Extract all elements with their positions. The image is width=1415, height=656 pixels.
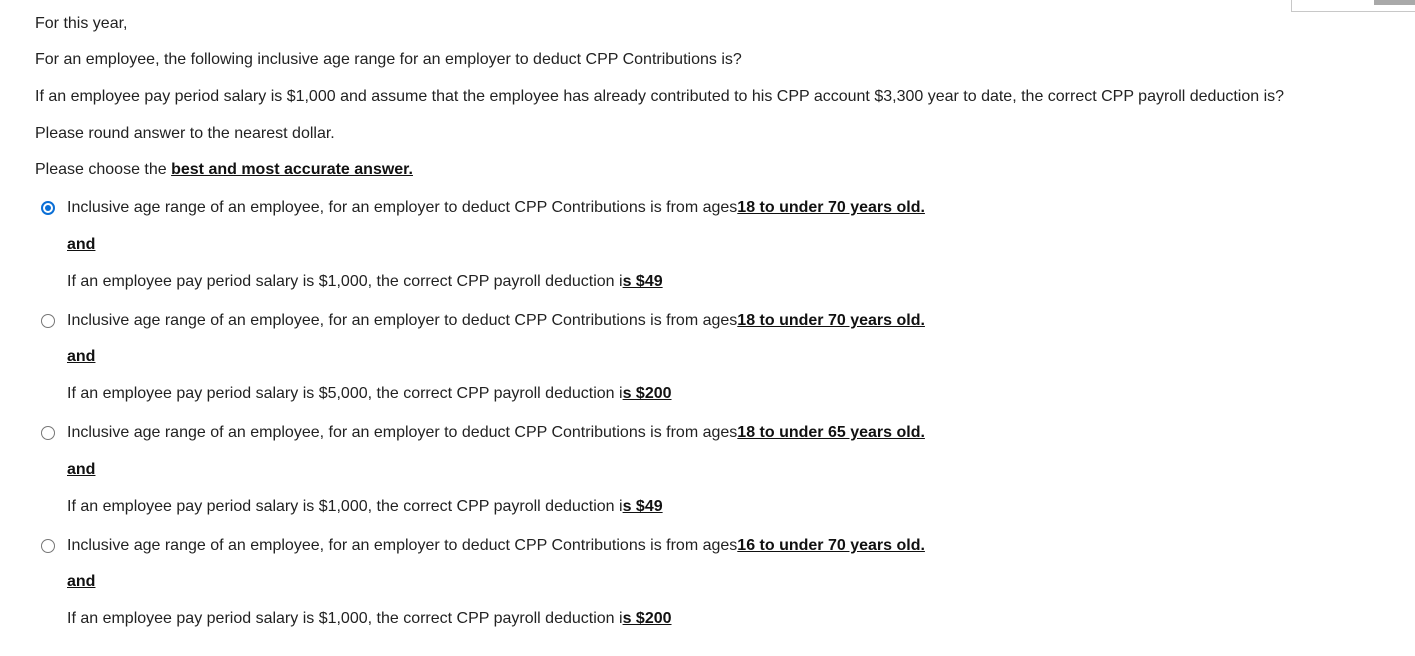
option-3-salary-text: If an employee pay period salary is $1,000, the correct CPP payroll deduction i xyxy=(67,498,623,515)
option-2-connector: and xyxy=(67,348,96,365)
option-1-deduction: s $49 xyxy=(622,273,663,290)
option-3-age-text: Inclusive age range of an employee, for an employer to deduct CPP Contributions is from ages xyxy=(67,424,738,441)
option-1-salary-text: If an employee pay period salary is $1,000, the correct CPP payroll deduction i xyxy=(67,273,623,290)
radio-button-selected[interactable] xyxy=(41,201,55,215)
scrollbar-thumb[interactable] xyxy=(1374,0,1415,5)
question-salary: If an employee pay period salary is $1,000 and assume that the employee has already contributed to his CPP account $3,300 year to date, the correct CPP payroll deduction is? xyxy=(35,88,1285,105)
option-4-connector: and xyxy=(67,573,96,590)
option-3-deduction: s $49 xyxy=(622,498,663,515)
radio-button[interactable] xyxy=(41,314,55,328)
option-4-salary-line xyxy=(67,609,672,629)
option-3-salary-line xyxy=(67,497,663,517)
question-intro: For this year, xyxy=(35,15,128,32)
option-2-salary-text: If an employee pay period salary is $5,000, the correct CPP payroll deduction i xyxy=(67,385,623,402)
option-1-connector: and xyxy=(67,236,96,253)
option-4-age-range: 16 to under 70 years old. xyxy=(737,537,925,554)
option-1-age-range: 18 to under 70 years old. xyxy=(737,199,925,216)
instruction-prefix: Please choose the xyxy=(35,161,172,178)
radio-button[interactable] xyxy=(41,426,55,440)
option-2-age-range: 18 to under 70 years old. xyxy=(737,312,925,329)
question-age-range: For an employee, the following inclusive age range for an employer to deduct CPP Contributions is? xyxy=(35,51,742,68)
option-4-salary-text: If an employee pay period salary is $1,000, the correct CPP payroll deduction i xyxy=(67,610,623,627)
option-1-age-text: Inclusive age range of an employee, for an employer to deduct CPP Contributions is from ages xyxy=(67,199,738,216)
option-4-deduction: s $200 xyxy=(622,610,672,627)
option-2-age-text: Inclusive age range of an employee, for an employer to deduct CPP Contributions is from ages xyxy=(67,312,738,329)
option-3-connector: and xyxy=(67,461,96,478)
question-instruction xyxy=(35,160,413,180)
option-3-age-range: 18 to under 65 years old. xyxy=(737,424,925,441)
option-4-age-text: Inclusive age range of an employee, for an employer to deduct CPP Contributions is from ages xyxy=(67,537,738,554)
question-rounding-note: Please round answer to the nearest dollar. xyxy=(35,125,335,142)
answer-option-2[interactable] xyxy=(41,311,925,331)
radio-button[interactable] xyxy=(41,539,55,553)
option-2-deduction: s $200 xyxy=(622,385,672,402)
option-2-salary-line xyxy=(67,384,672,404)
option-1-salary-line xyxy=(67,272,663,292)
answer-option-1[interactable] xyxy=(41,198,925,218)
instruction-emphasis: best and most accurate answer. xyxy=(171,161,413,178)
answer-option-3[interactable] xyxy=(41,423,925,443)
answer-option-4[interactable] xyxy=(41,536,925,556)
